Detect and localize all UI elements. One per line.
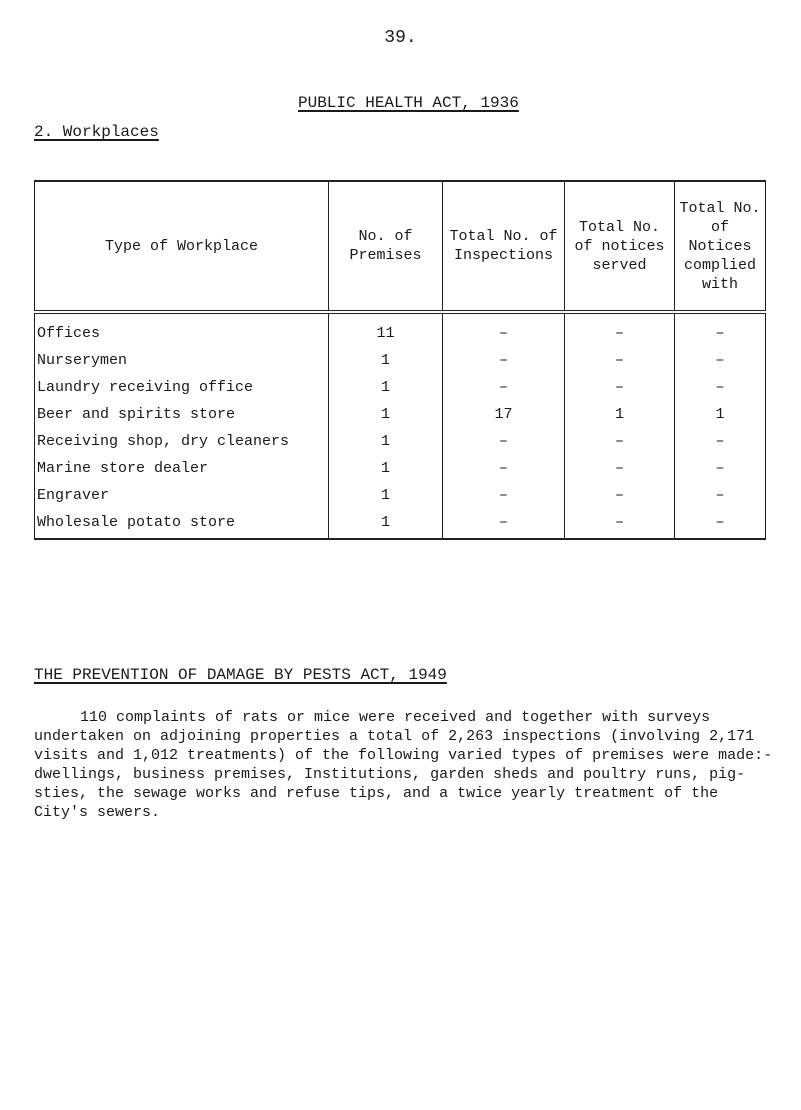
cell-notices-complied: – bbox=[675, 347, 766, 374]
pests-paragraph-text: 110 complaints of rats or mice were received and together with surveys undertaken on adjoining properties a total of 2,263 inspections (involving 2,171 visits and 1,012 treatments) of the following varied types of premises were made:- dwellings, business premises, Institutions, garden sheds and poultry runs, pig-sties, the sewage works and refuse tips, and a twice yearly treatment of the City's sewers. bbox=[34, 709, 773, 821]
cell-notices-complied: – bbox=[675, 374, 766, 401]
cell-notices-complied: – bbox=[675, 312, 766, 347]
table-row bbox=[35, 374, 766, 401]
cell-notices-served: – bbox=[565, 374, 675, 401]
cell-type: Nurserymen bbox=[35, 347, 329, 374]
cell-type: Receiving shop, dry cleaners bbox=[35, 428, 329, 455]
cell-notices-complied: – bbox=[675, 455, 766, 482]
cell-notices-served: – bbox=[565, 312, 675, 347]
cell-premises: 11 bbox=[329, 312, 443, 347]
cell-notices-served: 1 bbox=[565, 401, 675, 428]
cell-inspections: – bbox=[443, 347, 565, 374]
cell-type: Wholesale potato store bbox=[35, 509, 329, 539]
header-notices-complied: Total No. of Notices complied with bbox=[675, 181, 766, 312]
cell-notices-complied: – bbox=[675, 428, 766, 455]
table-row bbox=[35, 482, 766, 509]
cell-inspections: – bbox=[443, 374, 565, 401]
page-number: 39. bbox=[384, 28, 417, 48]
cell-inspections: – bbox=[443, 312, 565, 347]
cell-type: Offices bbox=[35, 312, 329, 347]
cell-type: Engraver bbox=[35, 482, 329, 509]
pests-paragraph bbox=[34, 708, 774, 822]
cell-premises: 1 bbox=[329, 347, 443, 374]
header-premises: No. of Premises bbox=[329, 181, 443, 312]
cell-premises: 1 bbox=[329, 509, 443, 539]
table-row bbox=[35, 401, 766, 428]
cell-notices-served: – bbox=[565, 347, 675, 374]
workplaces-heading: 2. Workplaces bbox=[34, 123, 159, 141]
cell-inspections: – bbox=[443, 428, 565, 455]
cell-notices-served: – bbox=[565, 482, 675, 509]
cell-notices-served: – bbox=[565, 509, 675, 539]
cell-notices-complied: – bbox=[675, 482, 766, 509]
cell-inspections: – bbox=[443, 509, 565, 539]
cell-inspections: – bbox=[443, 482, 565, 509]
cell-notices-complied: – bbox=[675, 509, 766, 539]
table-header-row bbox=[35, 181, 766, 312]
cell-premises: 1 bbox=[329, 455, 443, 482]
cell-inspections: – bbox=[443, 455, 565, 482]
cell-notices-served: – bbox=[565, 455, 675, 482]
cell-type: Marine store dealer bbox=[35, 455, 329, 482]
table-row bbox=[35, 312, 766, 347]
cell-premises: 1 bbox=[329, 482, 443, 509]
pests-act-heading: THE PREVENTION OF DAMAGE BY PESTS ACT, 1949 bbox=[34, 666, 447, 684]
table-row bbox=[35, 428, 766, 455]
workplaces-table bbox=[34, 180, 766, 540]
header-inspections: Total No. of Inspections bbox=[443, 181, 565, 312]
cell-premises: 1 bbox=[329, 428, 443, 455]
table-row bbox=[35, 347, 766, 374]
cell-premises: 1 bbox=[329, 401, 443, 428]
cell-notices-served: – bbox=[565, 428, 675, 455]
table-row bbox=[35, 455, 766, 482]
cell-type: Laundry receiving office bbox=[35, 374, 329, 401]
act-1936-heading: PUBLIC HEALTH ACT, 1936 bbox=[298, 94, 519, 112]
cell-premises: 1 bbox=[329, 374, 443, 401]
header-notices-served: Total No. of notices served bbox=[565, 181, 675, 312]
cell-inspections: 17 bbox=[443, 401, 565, 428]
header-type: Type of Workplace bbox=[35, 181, 329, 312]
cell-type: Beer and spirits store bbox=[35, 401, 329, 428]
cell-notices-complied: 1 bbox=[675, 401, 766, 428]
table-row bbox=[35, 509, 766, 539]
